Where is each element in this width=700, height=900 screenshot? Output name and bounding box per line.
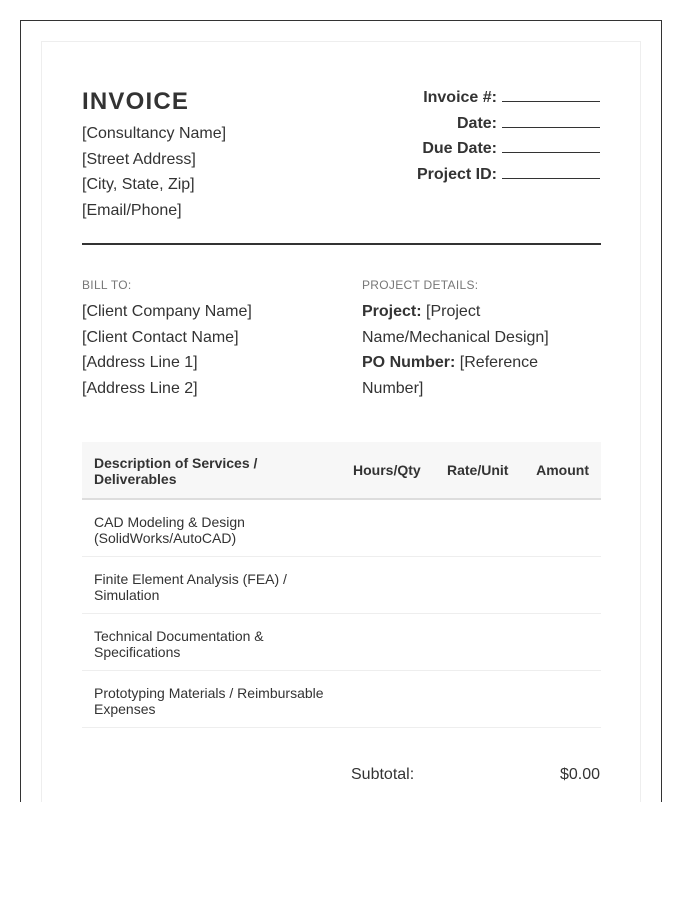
project-id-row <box>340 162 600 188</box>
client-company-name: [Client Company Name] <box>82 303 252 320</box>
project-details-label: PROJECT DETAILS: <box>362 278 479 292</box>
date-field[interactable] <box>502 112 600 128</box>
table-row <box>82 500 601 557</box>
invoice-title: INVOICE <box>82 88 190 115</box>
invoice-number-row <box>340 85 600 111</box>
subtotal-label: Subtotal: <box>351 766 415 783</box>
consultancy-name: [Consultancy Name] <box>82 125 227 142</box>
invoice-sheet <box>41 41 641 802</box>
client-contact-name: [Client Contact Name] <box>82 328 239 346</box>
bill-to-label: BILL TO: <box>82 278 132 292</box>
due-date-label: Due Date: <box>422 140 497 158</box>
city-state-zip: [City, State, Zip] <box>82 176 195 194</box>
project-label: Project: <box>362 303 422 320</box>
invoice-number-label: Invoice #: <box>423 89 497 106</box>
consultancy-address <box>82 121 226 224</box>
table-row <box>82 671 601 728</box>
street-address: [Street Address] <box>82 150 196 168</box>
table-row <box>82 557 601 614</box>
col-amount-header: Amount <box>536 462 589 478</box>
project-value: [Project Name/Mechanical Design] <box>362 303 549 346</box>
address-line-2: [Address Line 2] <box>82 380 198 398</box>
email-phone: [Email/Phone] <box>82 202 182 220</box>
invoice-meta <box>340 85 600 188</box>
date-label: Date: <box>456 114 497 132</box>
po-number-line <box>362 350 602 401</box>
project-id-field[interactable] <box>502 163 600 179</box>
bill-to-block <box>82 299 252 402</box>
due-date-row <box>340 136 600 162</box>
project-details-block <box>362 299 602 402</box>
row-description: CAD Modeling & Design (SolidWorks/AutoCAD) <box>94 514 245 546</box>
table-row <box>82 614 601 671</box>
services-table-header <box>82 442 601 500</box>
due-date-field[interactable] <box>502 137 600 153</box>
po-number-label: PO Number: <box>362 354 456 372</box>
header-divider <box>82 243 601 245</box>
address-line-1: [Address Line 1] <box>82 354 198 372</box>
col-rate-header: Rate/Unit <box>447 462 509 478</box>
col-hours-header: Hours/Qty <box>353 462 421 478</box>
page-frame <box>20 20 662 802</box>
invoice-number-field[interactable] <box>502 86 600 102</box>
subtotal-value: $0.00 <box>559 766 600 783</box>
row-description: Finite Element Analysis (FEA) / Simulation <box>94 571 287 603</box>
date-row <box>340 111 600 137</box>
row-description: Prototyping Materials / Reimbursable Expenses <box>94 685 324 717</box>
po-number-value: [Reference Number] <box>362 354 539 398</box>
project-id-label: Project ID: <box>416 166 497 184</box>
row-description: Technical Documentation & Specifications <box>94 628 264 660</box>
col-description-header: Description of Services / Deliverables <box>94 455 258 487</box>
project-line <box>362 299 602 350</box>
